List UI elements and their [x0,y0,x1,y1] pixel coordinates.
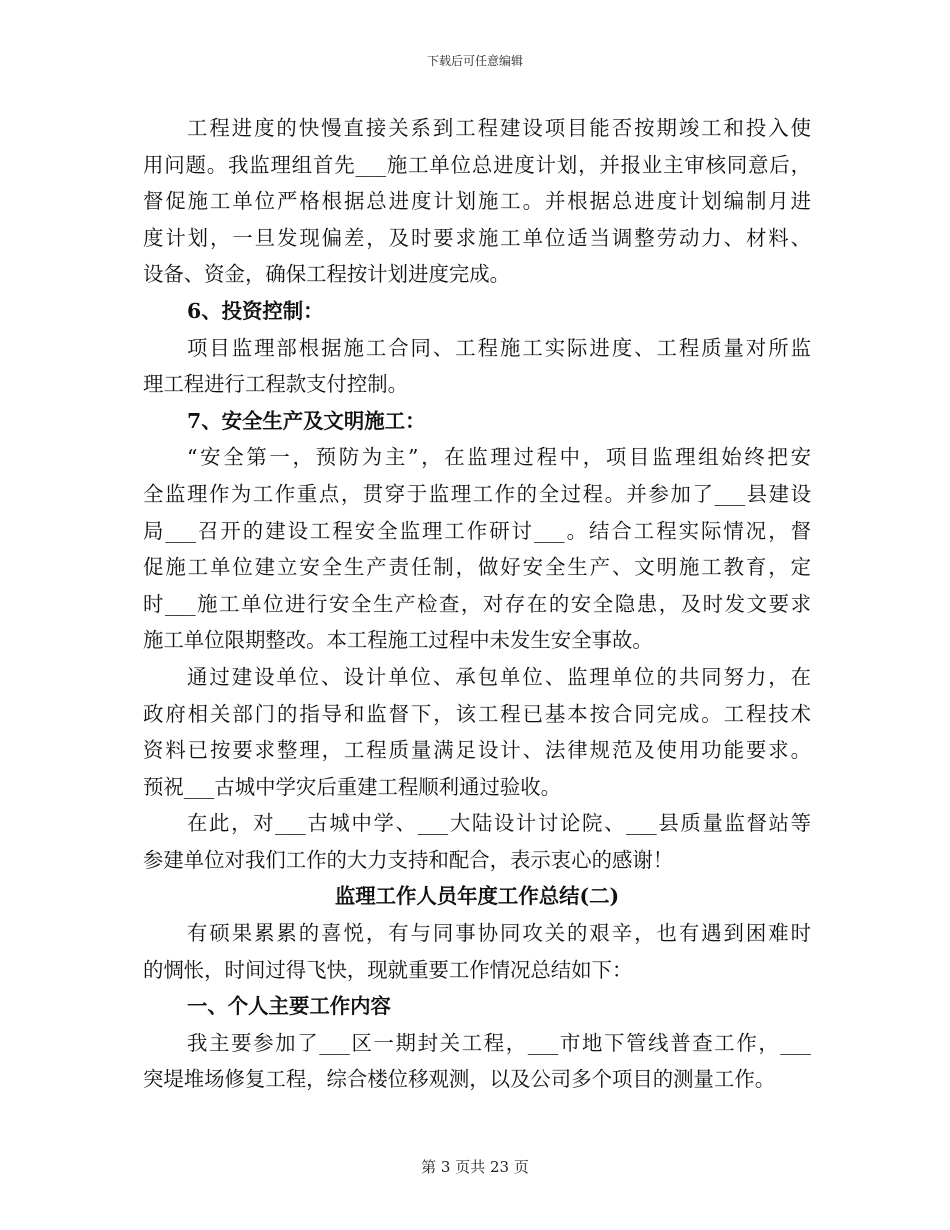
paragraph-line: 理工程进行工程款支付控制。 [143,372,409,397]
paragraph-line: 参建单位对我们工作的大力支持和配合，表示衷心的感谢！ [143,847,674,872]
paragraph-line: 局___召开的建设工程安全监理工作研讨___。结合工程实际情况，督 [143,518,811,543]
subsection-heading: 一、个人主要工作内容 [187,994,391,1019]
paragraph-line: 政府相关部门的指导和监督下，该工程已基本按合同完成。工程技术 [143,701,811,726]
section-heading-6: 6、投资控制： [187,298,324,323]
paragraph-line: 预祝___古城中学灾后重建工程顺利通过验收。 [143,774,562,799]
section-heading-7: 7、安全生产及文明施工： [187,408,426,433]
paragraph-line: 时___施工单位进行安全生产检查，对存在的安全隐患，及时发文要求 [143,591,811,616]
document-body [143,110,811,1098]
paragraph-line: 促施工单位建立安全生产责任制，做好安全生产、文明施工教育，定 [143,555,811,580]
paragraph-line: 项目监理部根据施工合同、工程施工实际进度、工程质量对所监 [187,335,811,360]
paragraph-line: 通过建设单位、设计单位、承包单位、监理单位的共同努力，在 [187,664,811,689]
paragraph-line: 工程进度的快慢直接关系到工程建设项目能否按期竣工和投入使 [187,116,811,140]
page-footer: 第 3 页共 23 页 [421,1158,529,1176]
paragraph-line: 用问题。我监理组首先___施工单位总进度计划，并报业主审核同意后， [143,152,811,177]
paragraph-line: 突堤堆场修复工程，综合楼位移观测，以及公司多个项目的测量工作。 [143,1067,776,1092]
paragraph-line: 在此，对___古城中学、___大陆设计讨论院、___县质量监督站等 [187,811,811,836]
paragraph-line: 有硕果累累的喜悦，有与同事协同攻关的艰辛，也有遇到困难时 [187,921,811,946]
paragraph-line: 我主要参加了___区一期封关工程，___市地下管线普查工作，___ [187,1030,811,1055]
paragraph-line: 设备、资金，确保工程按计划进度完成。 [143,262,511,287]
section-title: 监理工作人员年度工作总结(二) [334,884,620,909]
paragraph-line: “安全第一，预防为主”，在监理过程中，项目监理组始终把安 [187,445,811,470]
paragraph-line: 督促施工单位严格根据总进度计划施工。并根据总进度计划编制月进 [143,189,811,214]
paragraph-line: 资料已按要求整理，工程质量满足设计、法律规范及使用功能要求。 [143,738,811,763]
paragraph-line: 全监理作为工作重点，贯穿于监理工作的全过程。并参加了___县建设 [143,481,811,506]
paragraph-line: 度计划，一旦发现偏差，及时要求施工单位适当调整劳动力、材料、 [143,225,811,250]
paragraph-line: 的惆怅，时间过得飞快，现就重要工作情况总结如下： [143,957,633,982]
page-header: 下载后可任意编辑 [426,54,523,68]
paragraph-line: 施工单位限期整改。本工程施工过程中未发生安全事故。 [143,628,653,653]
